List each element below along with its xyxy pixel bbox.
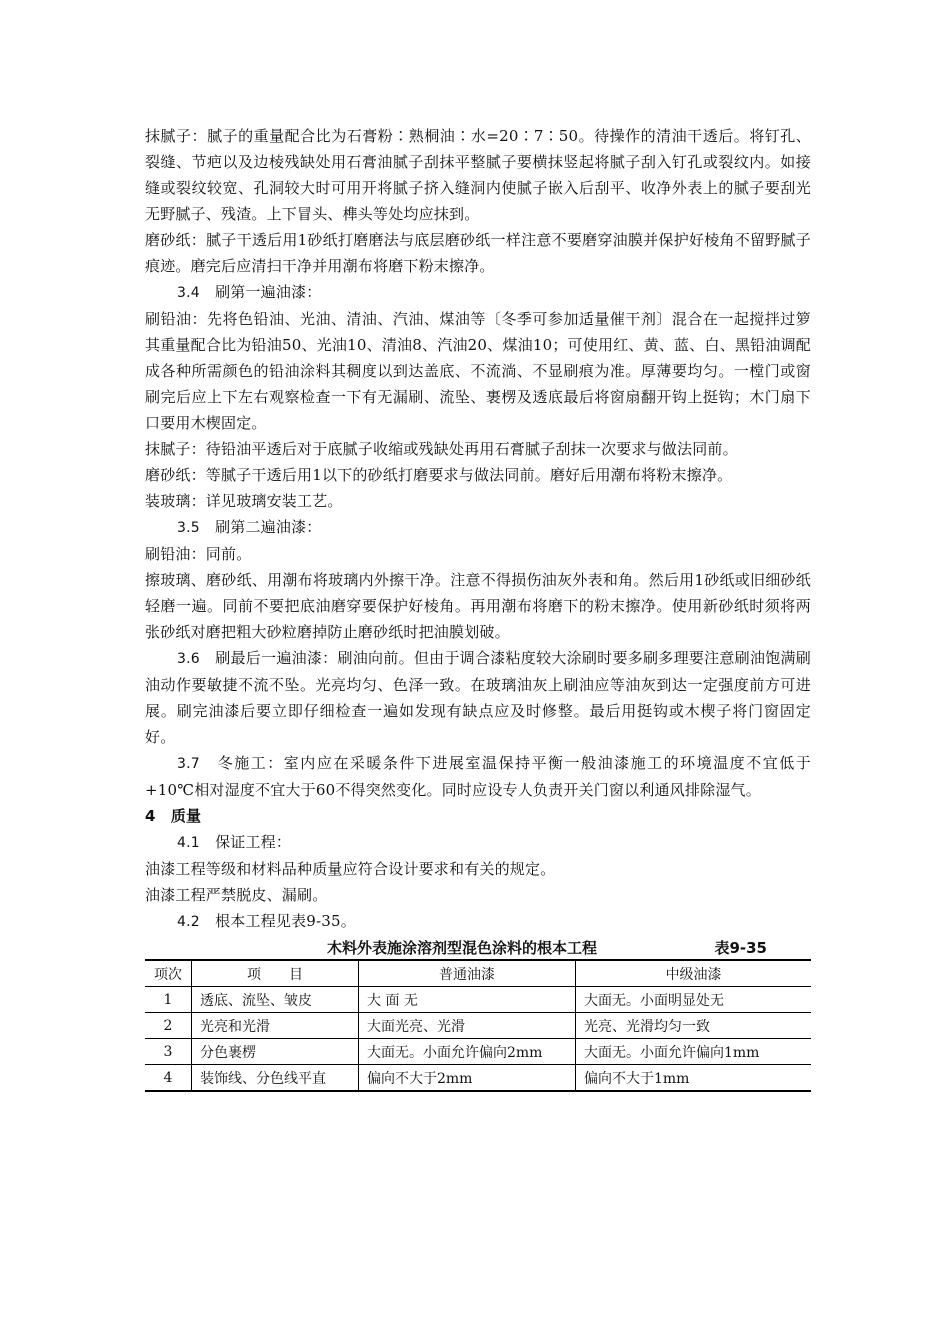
table-header-cell: 项次 [145, 960, 192, 987]
table-cell: 大面无。小面允许偏向2mm [359, 1039, 576, 1065]
table-title: 木料外表施涂溶剂型混色涂料的根本工程 [327, 939, 598, 957]
table-header-cell: 中级油漆 [576, 960, 812, 987]
quality-table [145, 959, 811, 1092]
heading-number: 4.1 [177, 835, 200, 851]
section-heading-4 [145, 803, 811, 829]
table-cell: 大面无。小面允许偏向1mm [576, 1039, 812, 1065]
table-header-cell: 普通油漆 [359, 960, 576, 987]
paragraph-quality-2: 油漆工程严禁脱皮、漏刷。 [145, 886, 328, 904]
paragraph-glass: 装玻璃：详见玻璃安装工艺。 [145, 492, 343, 510]
paragraph-quality-1: 油漆工程等级和材料品种质量应符合设计要求和有关的规定。 [145, 860, 556, 878]
table-cell: 4 [145, 1065, 192, 1092]
table-cell: 偏向不大于2mm [359, 1065, 576, 1092]
heading-4-2 [145, 908, 811, 935]
table-caption [145, 937, 811, 959]
table-number: 表9-35 [714, 939, 767, 957]
table-cell: 装饰线、分色线平直 [192, 1065, 359, 1092]
table-row [145, 1065, 811, 1092]
table-cell: 透底、流坠、皱皮 [192, 987, 359, 1013]
table-row [145, 987, 811, 1013]
paragraph-text: 刷最后一遍油漆：刷油向前。但由于调合漆粘度较大涂刷时要多刷多理要注意刷油饱满刷油动作要敏捷不流不坠。光亮均匀、色泽一致。在玻璃油灰上刷油应等油灰到达一定强度前方可进展。刷完油漆后要立即仔细检查一遍如发现有缺点应及时修整。最后用挺钩或木楔子将门窗固定好。 [145, 649, 811, 746]
paragraph-wipe-glass: 擦玻璃、磨砂纸、用潮布将玻璃内外擦干净。注意不得损伤油灰外表和角。然后用1砂纸或旧细砂纸轻磨一遍。同前不要把底油磨穿要保护好棱角。再用潮布将磨下的粉末擦净。使用新砂纸时须将两张砂纸对磨把粗大砂粒磨掉防止磨砂纸时把油膜划破。 [145, 571, 811, 641]
heading-number: 3.4 [177, 285, 200, 301]
table-cell: 大 面 无 [359, 987, 576, 1013]
paragraph-lead-oil-2: 刷铅油：同前。 [145, 545, 252, 563]
table-cell: 光亮、光滑均匀一致 [576, 1013, 812, 1039]
paragraph-sanding: 磨砂纸：腻子干透后用1砂纸打磨磨法与底层磨砂纸一样注意不要磨穿油膜并保护好棱角不留野腻子痕迹。磨完后应清扫干净并用潮布将磨下粉末擦净。 [145, 231, 811, 275]
heading-4-1 [145, 829, 811, 856]
heading-text: 刷第一遍油漆： [215, 283, 322, 301]
table-row [145, 1039, 811, 1065]
paragraph-3-7 [145, 750, 811, 803]
table-cell: 2 [145, 1013, 192, 1039]
heading-3-5 [145, 514, 811, 541]
paragraph-putty-2: 抹腻子：待铅油平透后对于底腻子收缩或残缺处再用石膏腻子刮抹一次要求与做法同前。 [145, 440, 738, 458]
heading-3-4 [145, 279, 811, 306]
heading-text: 刷第二遍油漆： [215, 518, 322, 536]
table-cell: 1 [145, 987, 192, 1013]
table-header-cell: 项 目 [192, 960, 359, 987]
paragraph-lead-oil: 刷铅油：先将色铅油、光油、清油、汽油、煤油等〔冬季可参加适量催干剂〕混合在一起搅拌过箩其重量配合比为铅油50、光油10、清油8、汽油20、煤油10；可使用红、黄、蓝、白、黑铅油调配成各种所需颜色的铅油涂料其稠度以到达盖底、不流淌、不显刷痕为准。厚薄要均匀。一樘门或窗刷完后应上下左右观察检查一下有无漏刷、流坠、裹楞及透底最后将窗扇翻开钩上挺钩；木门扇下口要用木楔固定。 [145, 310, 811, 432]
heading-text: 保证工程： [215, 833, 292, 851]
document-page [145, 123, 811, 1092]
paragraph-sanding-2: 磨砂纸：等腻子干透后用1以下的砂纸打磨要求与做法同前。磨好后用潮布将粉末擦净。 [145, 466, 733, 484]
section-number: 4 [145, 807, 156, 825]
paragraph-text: 冬施工：室内应在采暖条件下进展室温保持平衡一般油漆施工的环境温度不宜低于+10℃相对湿度不宜大于60不得突然变化。同时应设专人负责开关门窗以利通风排除湿气。 [145, 754, 811, 799]
table-cell: 偏向不大于1mm [576, 1065, 812, 1092]
table-cell: 3 [145, 1039, 192, 1065]
heading-number: 3.6 [177, 651, 200, 667]
paragraph-3-6 [145, 645, 811, 750]
table-cell: 大面光亮、光滑 [359, 1013, 576, 1039]
section-title: 质量 [170, 807, 202, 825]
table-cell: 大面无。小面明显处无 [576, 987, 812, 1013]
heading-text: 根本工程见表9-35。 [215, 912, 356, 930]
paragraph-putty: 抹腻子：腻子的重量配合比为石膏粉∶熟桐油∶水=20∶7∶50。待操作的清油干透后。将钉孔、裂缝、节疤以及边棱残缺处用石膏油腻子刮抹平整腻子要横抹竖起将腻子刮入钉孔或裂纹内。如接缝或裂纹较宽、孔洞较大时可用开将腻子挤入缝洞内使腻子嵌入后刮平、收净外表上的腻子要刮光无野腻子、残渣。上下冒头、榫头等处均应抹到。 [145, 127, 811, 223]
heading-number: 4.2 [177, 914, 200, 930]
table-cell: 分色裹楞 [192, 1039, 359, 1065]
table-header-row [145, 960, 811, 987]
heading-number: 3.5 [177, 520, 200, 536]
heading-number: 3.7 [177, 756, 200, 772]
table-row [145, 1013, 811, 1039]
table-cell: 光亮和光滑 [192, 1013, 359, 1039]
